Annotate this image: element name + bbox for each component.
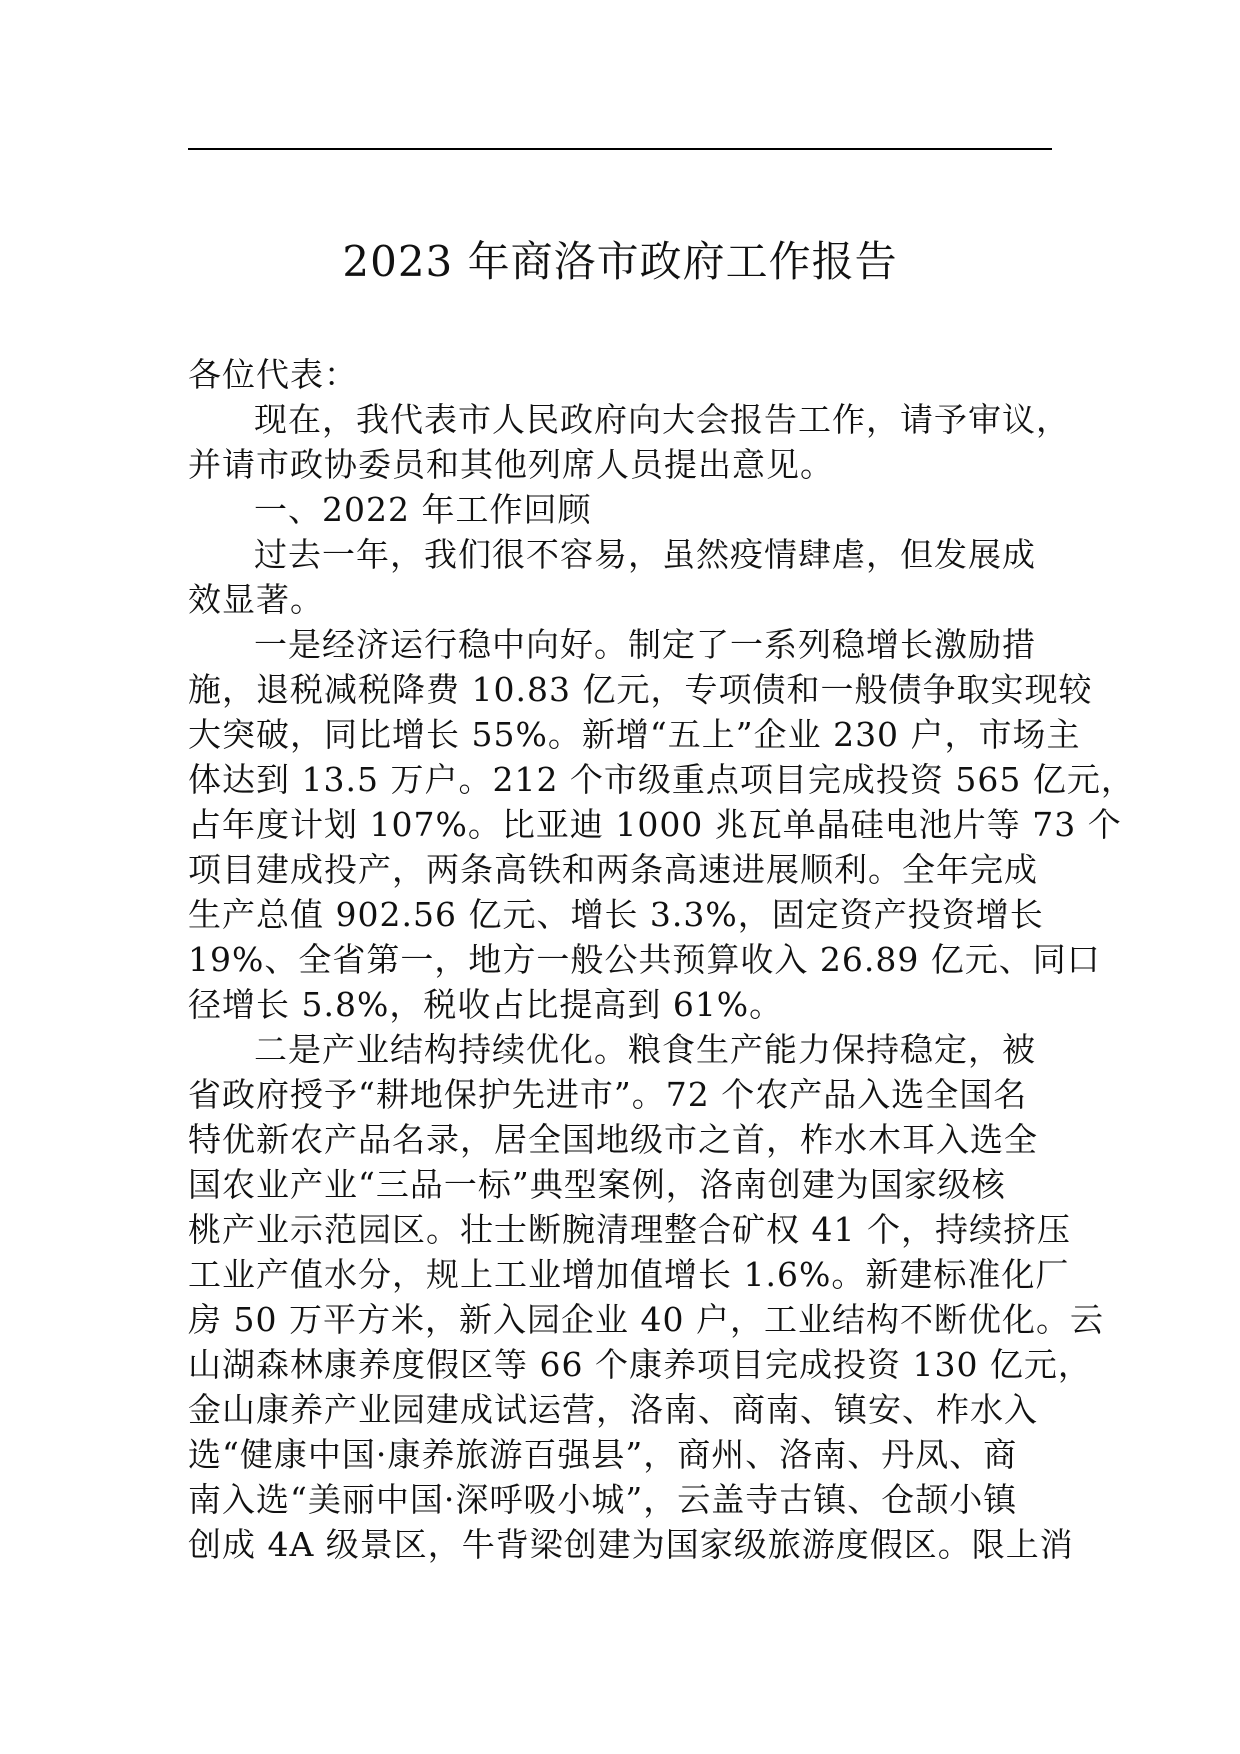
body-line: 生产总值 902.56 亿元、增长 3.3%，固定资产投资增长 [188,895,1044,934]
body-line: 山湖森林康养度假区等 66 个康养项目完成投资 130 亿元， [188,1345,1092,1384]
body-line: 特优新农产品名录，居全国地级市之首，柞水木耳入选全 [188,1120,1038,1159]
body-line: 项目建成投产，两条高铁和两条高速进展顺利。全年完成 [188,850,1038,889]
body-line: 房 50 万平方米，新入园企业 40 户，工业结构不断优化。云 [188,1300,1104,1339]
body-line: 创成 4A 级景区，牛背梁创建为国家级旅游度假区。限上消 [188,1525,1074,1564]
salutation-line: 各位代表： [188,355,358,394]
body-line: 省政府授予“耕地保护先进市”。72 个农产品入选全国名 [188,1075,1028,1114]
document-body [188,352,1135,1567]
body-line: 施，退税减税降费 10.83 亿元，专项债和一般债争取实现较 [188,670,1093,709]
body-line: 大突破，同比增长 55%。新增“五上”企业 230 户，市场主 [188,715,1081,754]
body-line: 并请市政协委员和其他列席人员提出意见。 [188,445,834,484]
section-heading: 一、2022 年工作回顾 [254,490,592,529]
body-line: 桃产业示范园区。壮士断腕清理整合矿权 41 个，持续挤压 [188,1210,1071,1249]
document-title: 2023 年商洛市政府工作报告 [342,237,898,286]
body-line: 金山康养产业园建成试运营，洛南、商南、镇安、柞水入 [188,1390,1038,1429]
body-line: 占年度计划 107%。比亚迪 1000 兆瓦单晶硅电池片等 73 个 [188,805,1122,844]
body-line: 国农业产业“三品一标”典型案例，洛南创建为国家级核 [188,1165,1006,1204]
body-line: 选“健康中国·康养旅游百强县”，商州、洛南、丹凤、商 [188,1435,1018,1474]
body-line: 一是经济运行稳中向好。制定了一系列稳增长激励措 [254,625,1036,664]
header-rule [188,148,1052,150]
body-line: 过去一年，我们很不容易，虽然疫情肆虐，但发展成 [254,535,1036,574]
body-line: 工业产值水分，规上工业增加值增长 1.6%。新建标准化厂 [188,1255,1070,1294]
body-line: 二是产业结构持续优化。粮食生产能力保持稳定，被 [254,1030,1036,1069]
body-line: 效显著。 [188,580,324,619]
body-line: 体达到 13.5 万户。212 个市级重点项目完成投资 565 亿元， [188,760,1135,799]
body-line: 径增长 5.8%，税收占比提高到 61%。 [188,985,784,1024]
body-line: 19%、全省第一，地方一般公共预算收入 26.89 亿元、同口 [188,940,1101,979]
body-line: 现在，我代表市人民政府向大会报告工作，请予审议， [254,400,1070,439]
body-line: 南入选“美丽中国·深呼吸小城”，云盖寺古镇、仓颉小镇 [188,1480,1018,1519]
